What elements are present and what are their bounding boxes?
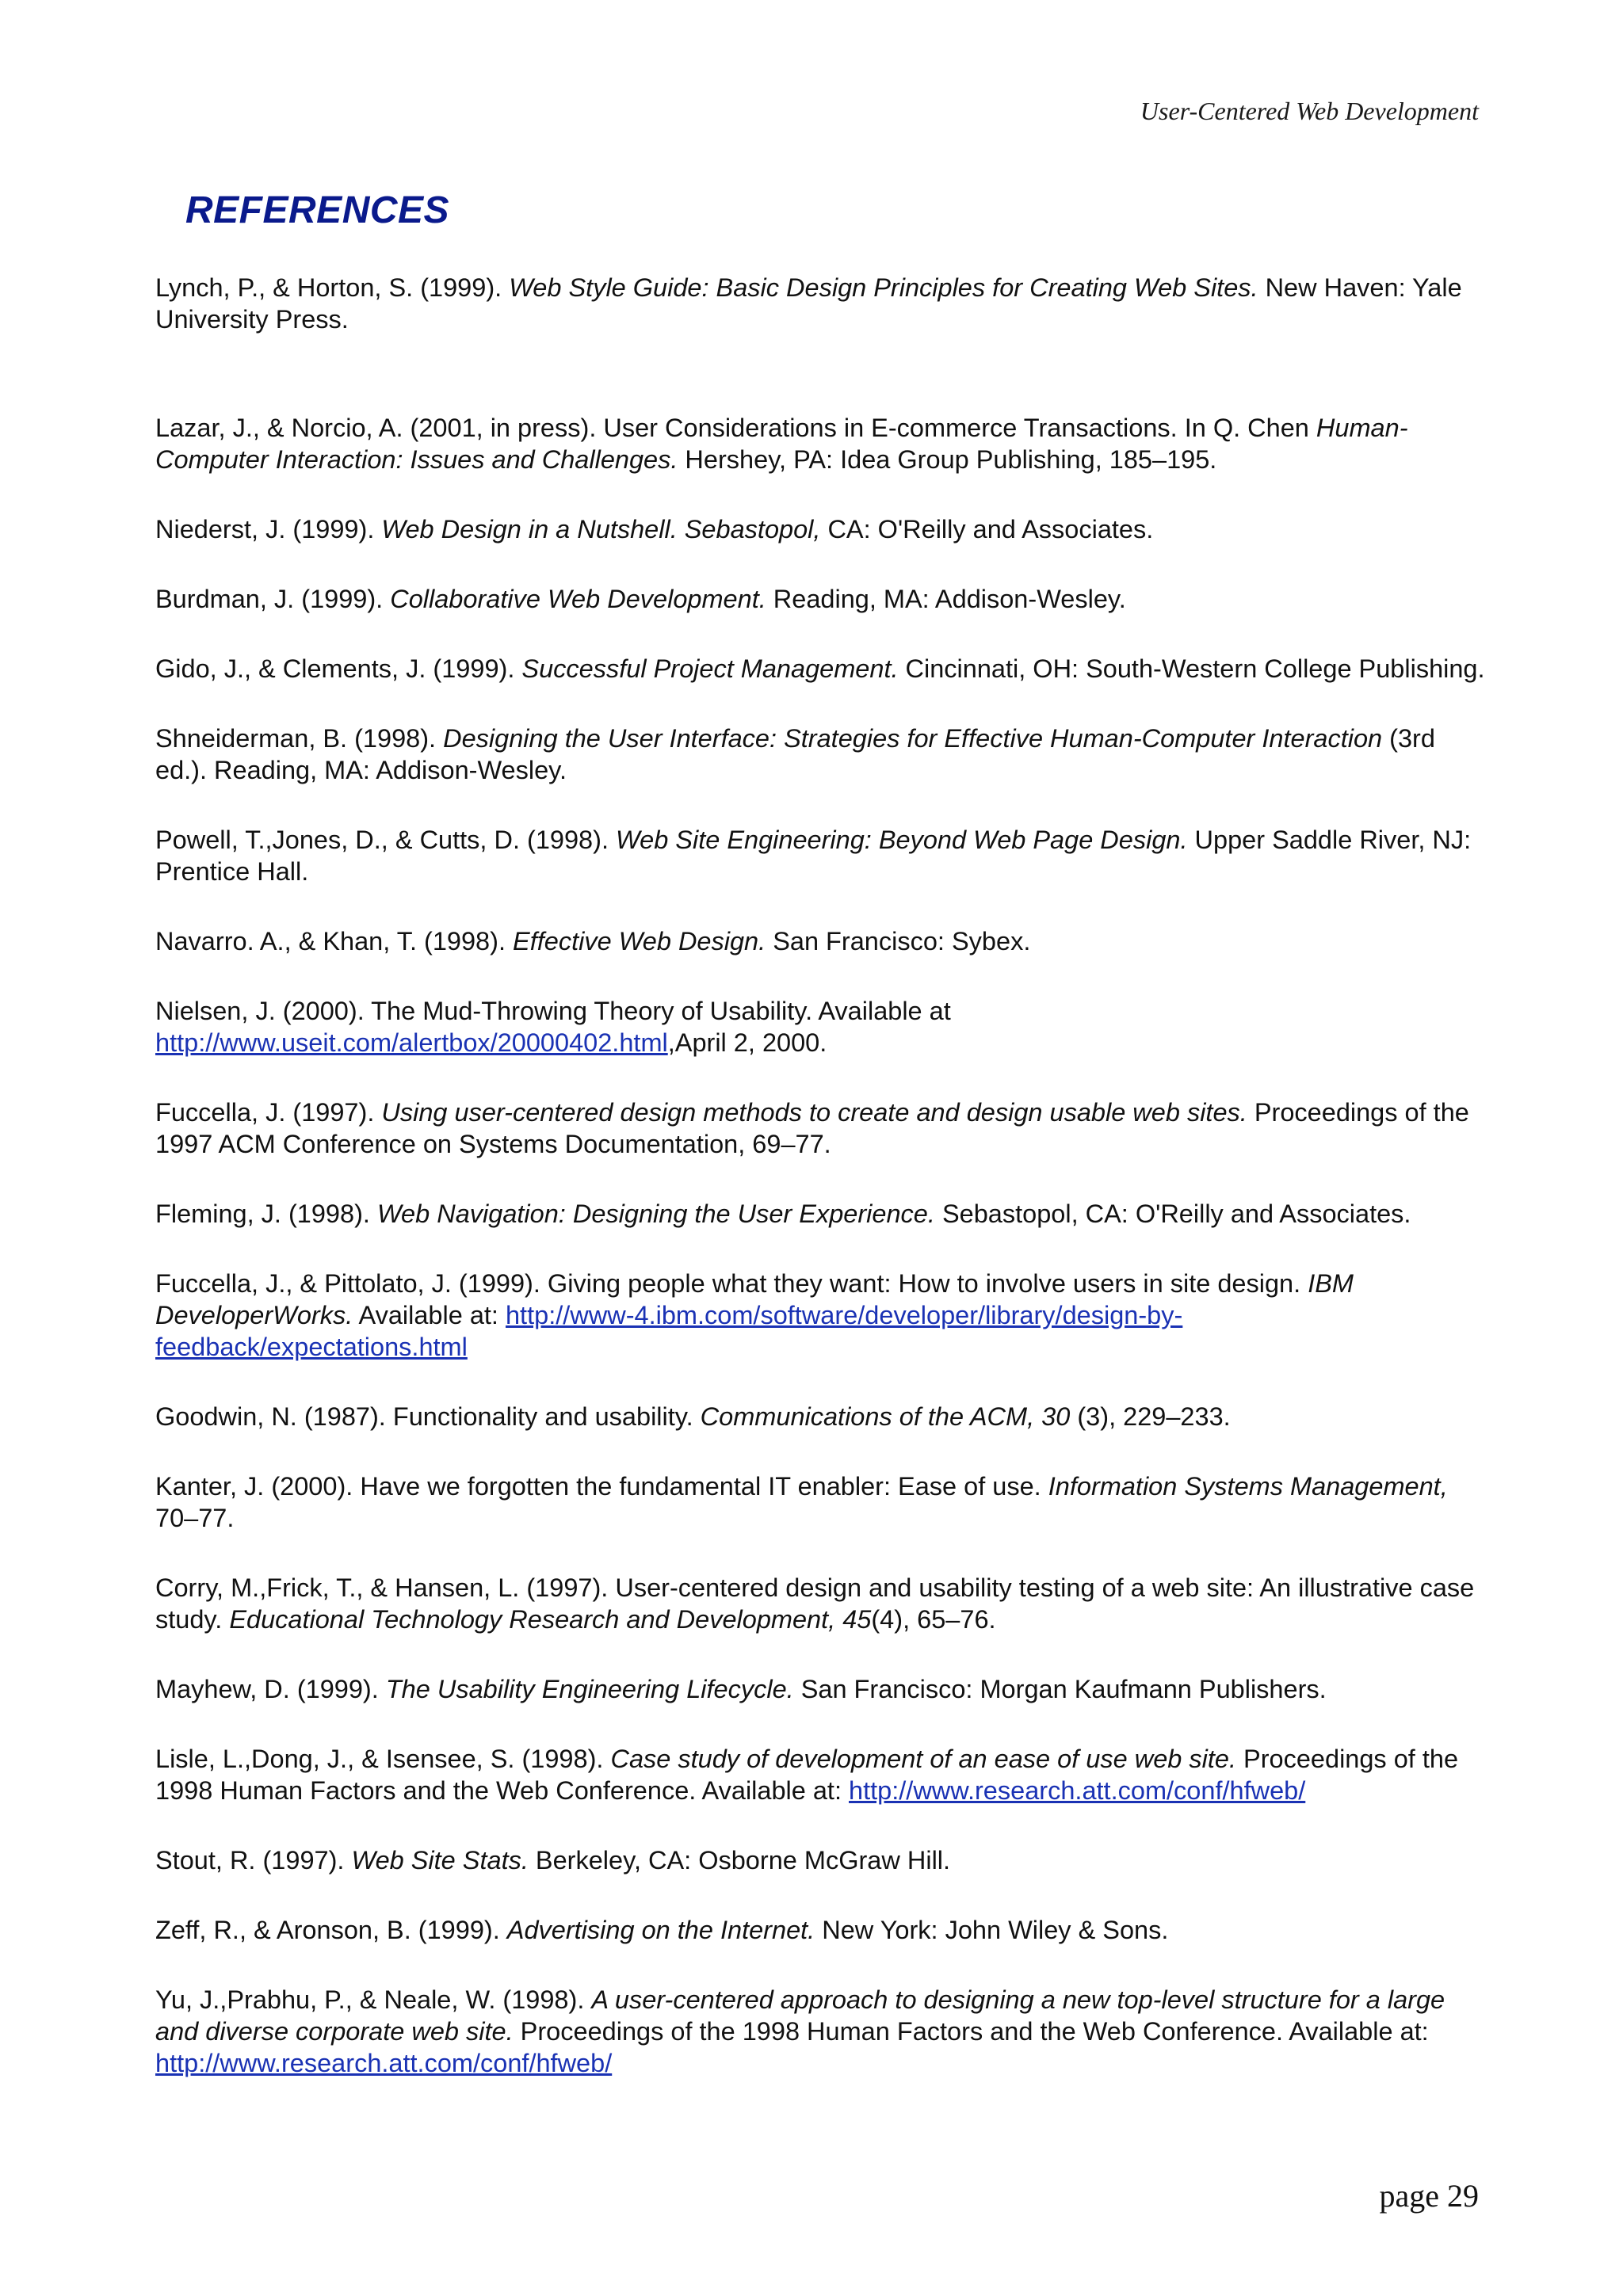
reference-link[interactable]: http://www-4.ibm.com/software/developer/library/design-by-feedback/expectations.html bbox=[155, 1301, 1183, 1361]
reference-item: Navarro. A., & Khan, T. (1998). Effective Web Design. San Francisco: Sybex. bbox=[155, 927, 1031, 955]
reference-item: Gido, J., & Clements, J. (1999). Successful Project Management. Cincinnati, OH: South-Western College Publishing. bbox=[155, 654, 1485, 683]
reference-link[interactable]: http://www.useit.com/alertbox/20000402.html bbox=[155, 1028, 668, 1057]
reference-item: Lazar, J., & Norcio, A. (2001, in press). User Considerations in E-commerce Transactions. In Q. Chen Human-Computer Interaction: Issues and Challenges. Hershey, PA: Idea Group Publishing, 185–195. bbox=[155, 414, 1408, 474]
reference-item: Goodwin, N. (1987). Functionality and usability. Communications of the ACM, 30 (3), 229–233. bbox=[155, 1402, 1231, 1431]
reference-item: Powell, T.,Jones, D., & Cutts, D. (1998). Web Site Engineering: Beyond Web Page Design. Upper Saddle River, NJ: Prentice Hall. bbox=[155, 826, 1472, 886]
reference-item: Niederst, J. (1999). Web Design in a Nutshell. Sebastopol, CA: O'Reilly and Associates. bbox=[155, 515, 1154, 543]
reference-item: Fleming, J. (1998). Web Navigation: Designing the User Experience. Sebastopol, CA: O'Reilly and Associates. bbox=[155, 1199, 1411, 1228]
reference-item: Mayhew, D. (1999). The Usability Engineering Lifecycle. San Francisco: Morgan Kaufmann Publishers. bbox=[155, 1675, 1327, 1703]
reference-item: Yu, J.,Prabhu, P., & Neale, W. (1998). A user-centered approach to designing a new top-level structure for a large and diverse corporate web site. Proceedings of the 1998 Human Factors and the Web Conference. Available at: http://www.research.att.com/conf/hfweb/ bbox=[155, 1985, 1445, 2077]
reference-item: Stout, R. (1997). Web Site Stats. Berkeley, CA: Osborne McGraw Hill. bbox=[155, 1846, 951, 1875]
reference-item: Fuccella, J., & Pittolato, J. (1999). Giving people what they want: How to involve users in site design. IBM DeveloperWorks. Available at: http://www-4.ibm.com/software/developer/library/design-by-feedback/expectations.html bbox=[155, 1269, 1354, 1361]
reference-item: Nielsen, J. (2000). The Mud-Throwing Theory of Usability. Available at http://www.useit.com/alertbox/20000402.html,April 2, 2000. bbox=[155, 997, 951, 1057]
section-title: REFERENCES bbox=[185, 189, 450, 231]
reference-item: Lisle, L.,Dong, J., & Isensee, S. (1998). Case study of development of an ease of use web site. Proceedings of the 1998 Human Factors and the Web Conference. Available at: http://www.research.att.com/conf/hfweb/ bbox=[155, 1745, 1459, 1805]
reference-link[interactable]: http://www.research.att.com/conf/hfweb/ bbox=[849, 1776, 1306, 1805]
reference-link[interactable]: http://www.research.att.com/conf/hfweb/ bbox=[155, 2049, 613, 2077]
reference-item: Lynch, P., & Horton, S. (1999). Web Style Guide: Basic Design Principles for Creating Web Sites. New Haven: Yale University Press. bbox=[155, 273, 1462, 334]
reference-item: Fuccella, J. (1997). Using user-centered design methods to create and design usable web sites. Proceedings of the 1997 ACM Conference on Systems Documentation, 69–77. bbox=[155, 1098, 1469, 1158]
reference-item: Shneiderman, B. (1998). Designing the User Interface: Strategies for Effective Human-Computer Interaction (3rd ed.). Reading, MA: Addison-Wesley. bbox=[155, 724, 1435, 784]
reference-item: Kanter, J. (2000). Have we forgotten the fundamental IT enabler: Ease of use. Information Systems Management, 70–77. bbox=[155, 1472, 1448, 1532]
reference-list bbox=[155, 272, 1487, 2117]
reference-item: Burdman, J. (1999). Collaborative Web Development. Reading, MA: Addison-Wesley. bbox=[155, 585, 1126, 613]
running-header: User-Centered Web Development bbox=[1140, 97, 1479, 125]
page-number: page 29 bbox=[1379, 2178, 1479, 2214]
reference-item: Corry, M.,Frick, T., & Hansen, L. (1997). User-centered design and usability testing of a web site: An illustrative case study. Educational Technology Research and Development, 45(4), 65–76. bbox=[155, 1573, 1475, 1634]
reference-item: Zeff, R., & Aronson, B. (1999). Advertising on the Internet. New York: John Wiley & Sons. bbox=[155, 1916, 1169, 1944]
